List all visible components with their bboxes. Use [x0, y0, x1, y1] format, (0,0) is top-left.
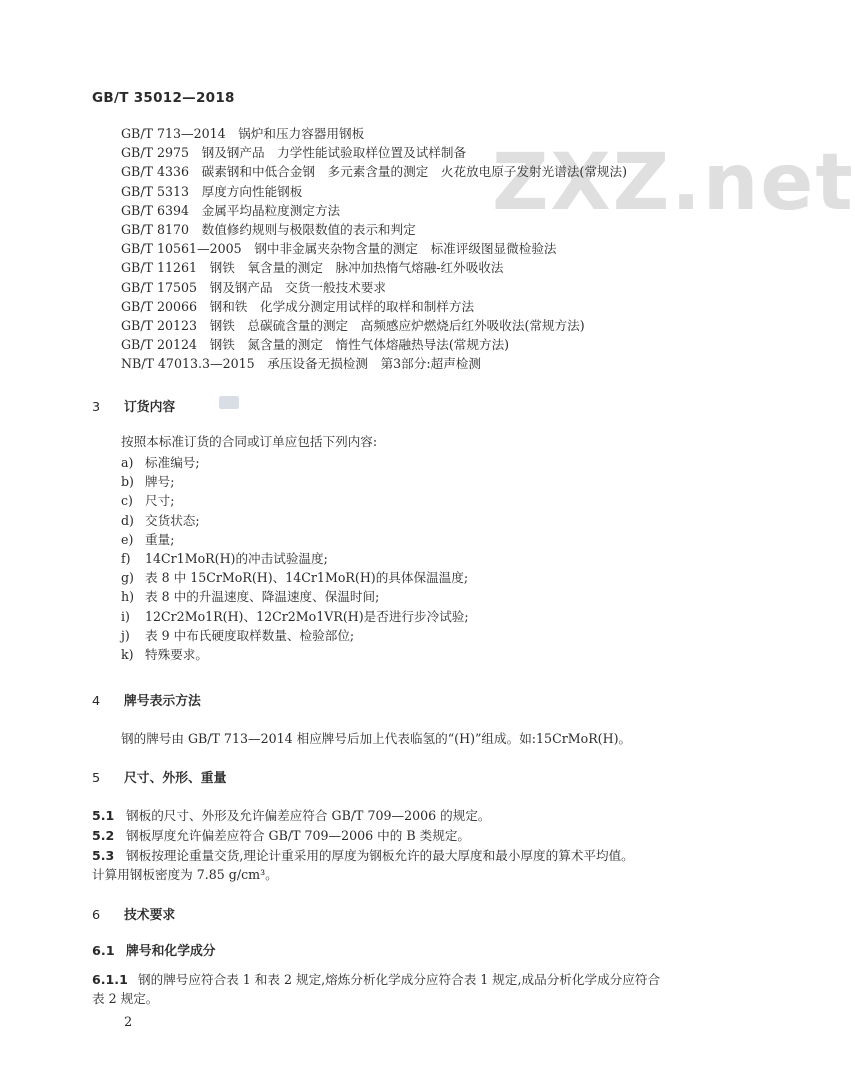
clause-6-1-1-cont: 表 2 规定。	[92, 991, 159, 1006]
reference-item: GB/T 20066 钢和铁 化学成分测定用试样的取样和制样方法	[121, 298, 475, 314]
section-title: 牌号表示方法	[124, 694, 201, 709]
list-item: i) 12Cr2Mo1R(H)、12Cr2Mo1VR(H)是否进行步冷试验;	[121, 608, 469, 624]
list-item: c) 尺寸;	[121, 493, 175, 509]
page-number: 2	[124, 1015, 133, 1030]
clause-5-1: 5.1 钢板的尺寸、外形及允许偏差应符合 GB/T 709—2006 的规定。	[92, 808, 491, 823]
list-item: k) 特殊要求。	[121, 646, 208, 662]
page-header: GB/T 35012—2018	[92, 90, 235, 106]
order-items-list	[121, 453, 469, 664]
section-number: 5	[92, 771, 101, 786]
section-number: 4	[92, 694, 101, 709]
section-3-heading	[92, 396, 175, 415]
list-item: d) 交货状态;	[121, 512, 200, 528]
list-item: h) 表 8 中的升温速度、降温速度、保温时间;	[121, 589, 380, 605]
reference-item: NB/T 47013.3—2015 承压设备无损检测 第3部分:超声检测	[121, 356, 481, 372]
section-number: 6.1	[92, 944, 115, 959]
list-item: f) 14Cr1MoR(H)的冲击试验温度;	[121, 550, 328, 566]
section-3-intro: 按照本标准订货的合同或订单应包括下列内容:	[121, 434, 378, 449]
section-title: 技术要求	[124, 908, 176, 923]
reference-item: GB/T 11261 钢铁 氧含量的测定 脉冲加热惰气熔融-红外吸收法	[121, 260, 504, 276]
stamp-icon	[219, 396, 239, 409]
reference-item: GB/T 17505 钢及钢产品 交货一般技术要求	[121, 279, 386, 295]
reference-list	[121, 124, 627, 373]
clause-5-3: 5.3 钢板按理论重量交货,理论计重采用的厚度为钢板允许的最大厚度和最小厚度的算术平均值。	[92, 848, 634, 863]
reference-item: GB/T 4336 碳素钢和中低合金钢 多元素含量的测定 火花放电原子发射光谱法(常规法)	[121, 164, 628, 180]
reference-item: GB/T 713—2014 锅炉和压力容器用钢板	[121, 126, 365, 141]
section-title: 订货内容	[124, 400, 176, 415]
section-6-1-heading	[92, 940, 216, 959]
section-6-heading	[92, 904, 175, 923]
section-number: 3	[92, 400, 101, 415]
reference-item: GB/T 8170 数值修约规则与极限数值的表示和判定	[121, 221, 416, 237]
reference-item: GB/T 20124 钢铁 氮含量的测定 惰性气体熔融热导法(常规方法)	[121, 337, 510, 353]
section-number: 6	[92, 908, 101, 923]
section-5-heading	[92, 767, 226, 786]
section-4-heading	[92, 690, 201, 709]
watermark: ZXZ.net	[492, 138, 855, 228]
section-title: 尺寸、外形、重量	[124, 771, 227, 786]
reference-item: GB/T 2975 钢及钢产品 力学性能试验取样位置及试样制备	[121, 145, 467, 161]
clause-5-3-cont: 计算用钢板密度为 7.85 g/cm³。	[92, 867, 278, 882]
reference-item: GB/T 10561—2005 钢中非金属夹杂物含量的测定 标准评级图显微检验法	[121, 241, 557, 257]
clause-6-1-1: 6.1.1 钢的牌号应符合表 1 和表 2 规定,熔炼分析化学成分应符合表 1 规定,成品分析化学成分应符合	[92, 972, 661, 987]
list-item: b) 牌号;	[121, 474, 175, 490]
list-item: g) 表 8 中 15CrMoR(H)、14Cr1MoR(H)的具体保温温度;	[121, 570, 469, 586]
reference-item: GB/T 20123 钢铁 总碳硫含量的测定 高频感应炉燃烧后红外吸收法(常规方法)	[121, 317, 585, 333]
reference-item: GB/T 6394 金属平均晶粒度测定方法	[121, 202, 341, 218]
list-item: e) 重量;	[121, 531, 175, 547]
clause-5-2: 5.2 钢板厚度允许偏差应符合 GB/T 709—2006 中的 B 类规定。	[92, 828, 471, 843]
list-item: j) 表 9 中布氏硬度取样数量、检验部位;	[121, 627, 355, 643]
section-4-body: 钢的牌号由 GB/T 713—2014 相应牌号后加上代表临氢的“(H)”组成。如:15CrMoR(H)。	[121, 731, 632, 746]
list-item: a) 标准编号;	[121, 455, 200, 470]
reference-item: GB/T 5313 厚度方向性能钢板	[121, 183, 303, 199]
section-title: 牌号和化学成分	[126, 944, 216, 959]
